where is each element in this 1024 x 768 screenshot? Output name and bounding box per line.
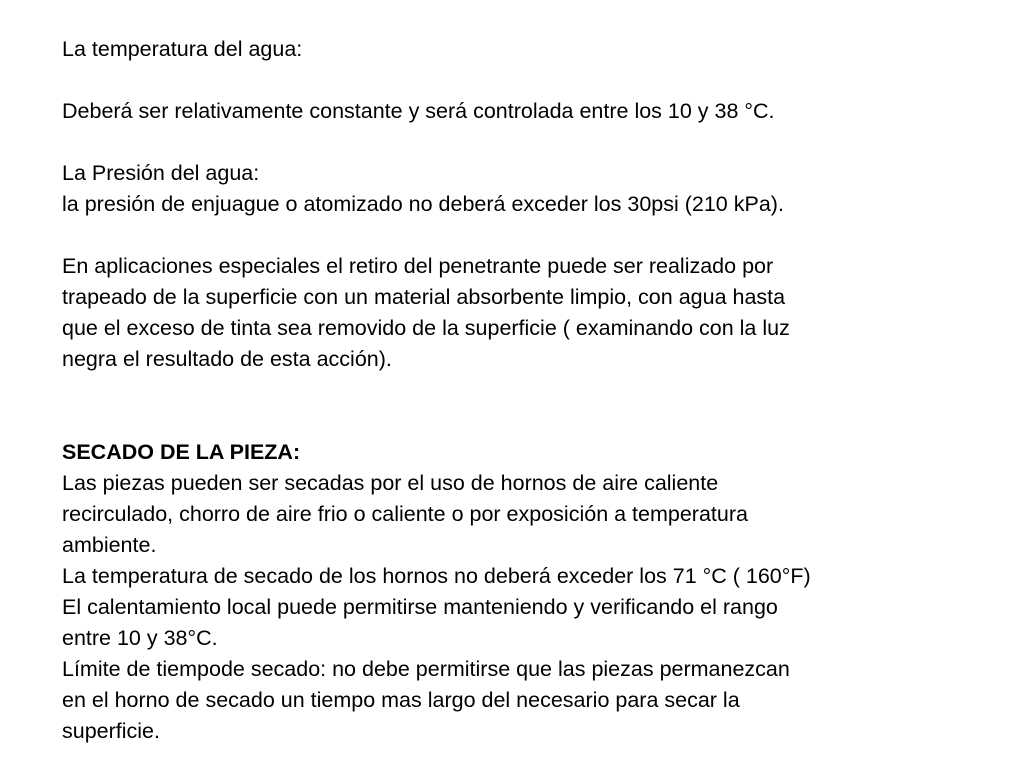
drying-line: recirculado, chorro de aire frio o caliente o por exposición a temperatura [62,502,748,526]
drying-line: Límite de tiempode secado: no debe permitirse que las piezas permanezcan [62,657,790,681]
drying-line: Las piezas pueden ser secadas por el uso de hornos de aire caliente [62,471,719,495]
special-applications-line: En aplicaciones especiales el retiro del penetrante puede ser realizado por [62,254,774,278]
slide-content [62,34,1002,747]
drying-line: entre 10 y 38°C. [62,626,218,650]
spacer [62,375,1002,437]
drying-line: ambiente. [62,533,157,557]
spacer [62,127,1002,158]
spacer [62,220,1002,251]
special-applications-line: trapeado de la superficie con un material absorbente limpio, con agua hasta [62,285,786,309]
drying-line: en el horno de secado un tiempo mas largo del necesario para secar la [62,688,740,712]
drying-line: superficie. [62,719,160,743]
special-applications-line: que el exceso de tinta sea removido de la superficie ( examinando con la luz [62,316,790,340]
drying-line: El calentamiento local puede permitirse manteniendo y verificando el rango [62,595,778,619]
special-applications-line: negra el resultado de esta acción). [62,347,392,371]
drying-heading: SECADO DE LA PIEZA: [62,440,301,464]
water-pressure-heading: La Presión del agua: [62,161,260,185]
water-temperature-text: Deberá ser relativamente constante y será controlada entre los 10 y 38 °C. [62,99,775,123]
water-temperature-heading: La temperatura del agua: [62,37,303,61]
drying-line: La temperatura de secado de los hornos no deberá exceder los 71 °C ( 160°F) [62,564,811,588]
water-pressure-text: la presión de enjuague o atomizado no deberá exceder los 30psi (210 kPa). [62,192,784,216]
spacer [62,65,1002,96]
